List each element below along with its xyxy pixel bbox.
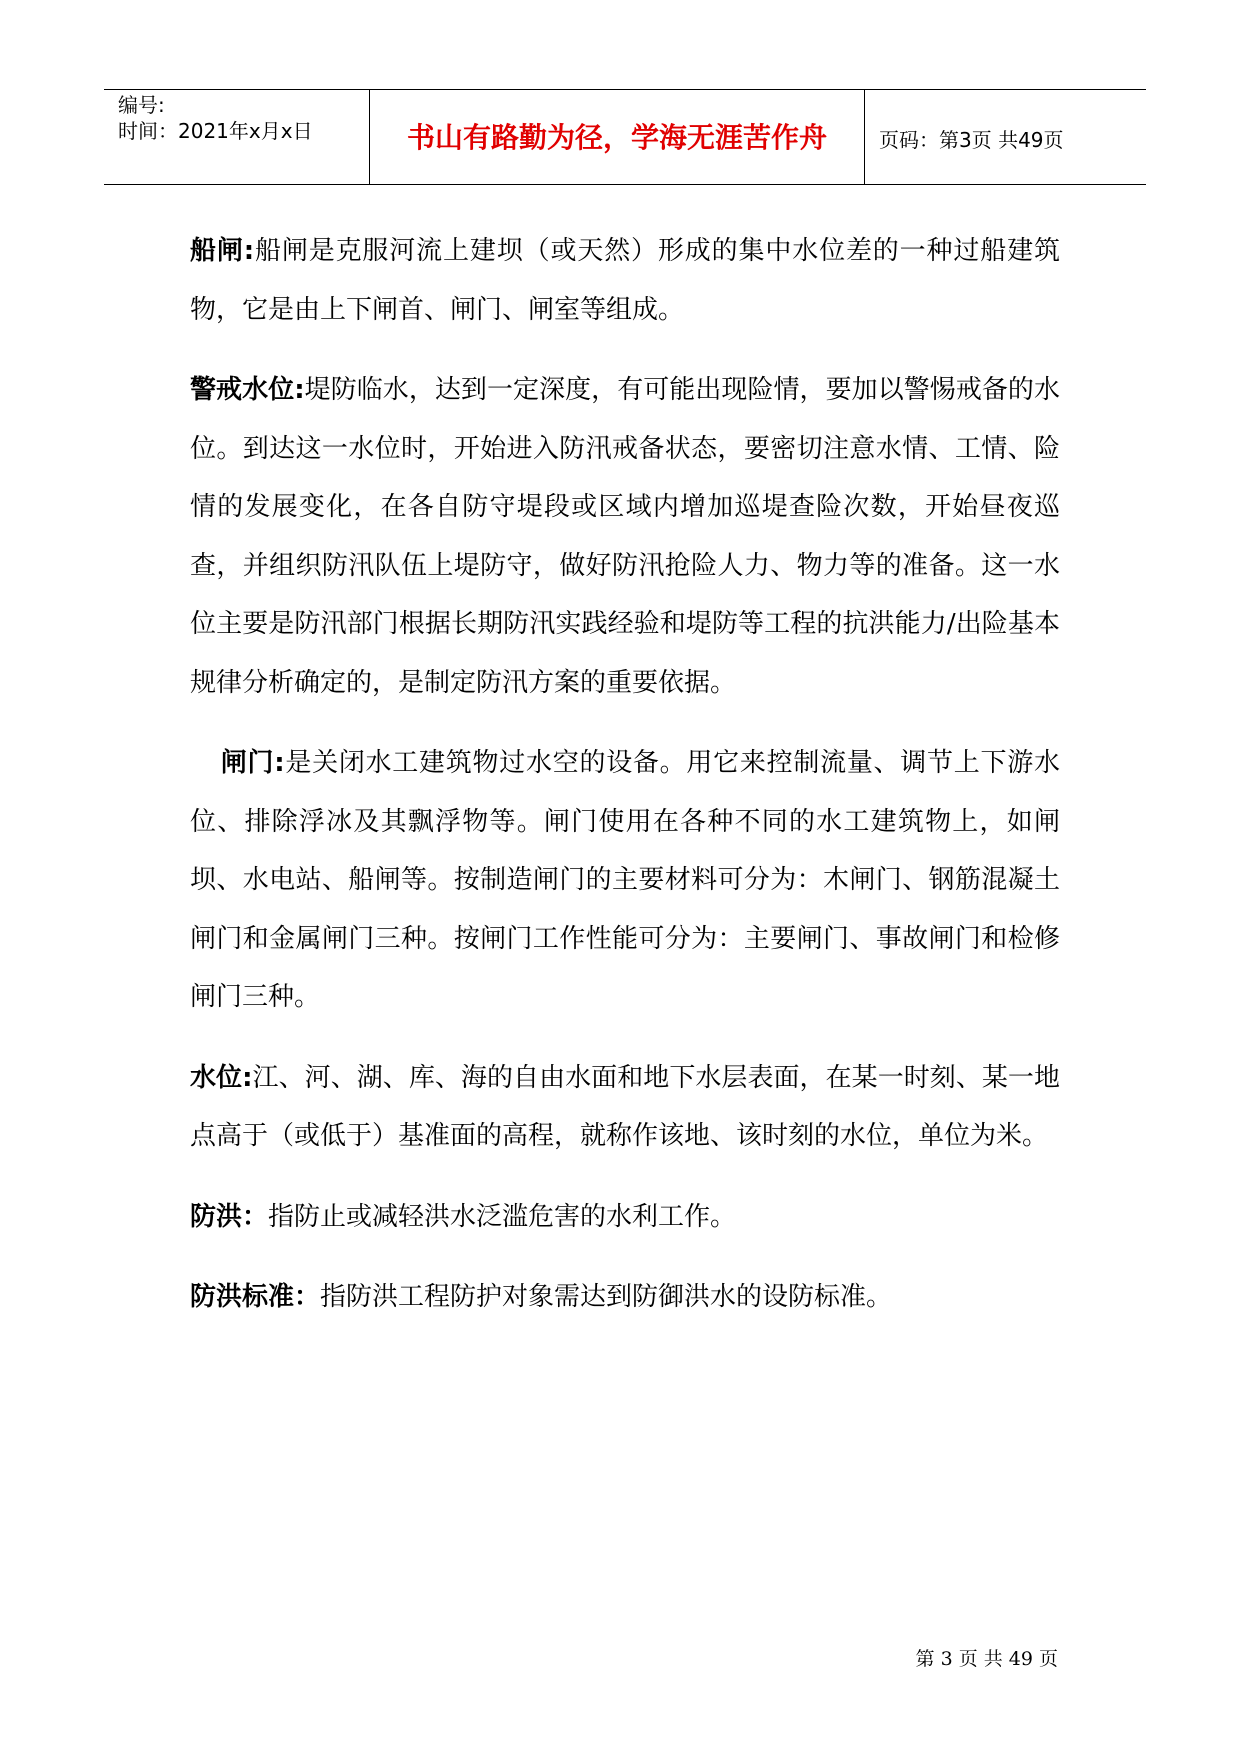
- entry-text: 是关闭水工建筑物过水空的设备。用它来控制流量、调节上下游水位、排除浮冰及其飘浮物等。闸门使用在各种不同的水工建筑物上，如闸坝、水电站、船闸等。按制造闸门的主要材料可分为：木闸门、钢筋混凝土闸门和金属闸门三种。按闸门工作性能可分为：主要闸门、事故闸门和检修闸门三种。: [190, 748, 1060, 1012]
- entry-text: 堤防临水，达到一定深度，有可能出现险情，要加以警惕戒备的水位。到达这一水位时，开始进入防汛戒备状态，要密切注意水情、工情、险情的发展变化，在各自防守堤段或区域内增加巡堤查险次数，开始昼夜巡查，并组织防汛队伍上堤防守，做好防汛抢险人力、物力等的准备。这一水位主要是防汛部门根据长期防汛实践经验和堤防等工程的抗洪能力/出险基本规律分析确定的，是制定防汛方案的重要依据。: [190, 375, 1060, 698]
- header-motto: 书山有路勤为径，学海无涯苦作舟: [406, 121, 827, 154]
- glossary-entry-gate: [190, 734, 1060, 1027]
- entry-text: 船闸是克服河流上建坝（或天然）形成的集中水位差的一种过船建筑物，它是由上下闸首、闸门、闸室等组成。: [190, 236, 1060, 325]
- entry-term: 水位:: [190, 1062, 253, 1093]
- entry-term: 警戒水位:: [190, 375, 305, 405]
- header-right-cell: [865, 90, 1146, 184]
- entry-term: 防洪标准：: [190, 1282, 321, 1312]
- glossary-entry-ship-lock: [190, 222, 1060, 339]
- page-footer: 第 3 页 共 49 页: [915, 1648, 1058, 1670]
- header-page-info: 页码：第3页 共49页: [879, 128, 1064, 152]
- glossary-entry-flood-standard: [190, 1268, 1060, 1327]
- entry-term: 闸门:: [220, 748, 285, 778]
- entry-text: 指防洪工程防护对象需达到防御洪水的设防标准。: [320, 1282, 893, 1312]
- entry-text: 指防止或减轻洪水泛滥危害的水利工作。: [268, 1201, 737, 1232]
- glossary-entry-water-level: [190, 1049, 1060, 1166]
- header-left-cell: [104, 90, 370, 184]
- header-center-cell: [370, 90, 865, 184]
- document-number-label: 编号:: [118, 93, 165, 117]
- glossary-entry-warning-level: [190, 361, 1060, 712]
- glossary-entry-flood-control: [190, 1188, 1060, 1247]
- entry-term: 船闸:: [190, 236, 255, 266]
- document-body: [190, 222, 1060, 1327]
- entry-text: 江、河、湖、库、海的自由水面和地下水层表面，在某一时刻、某一地点高于（或低于）基准面的高程，就称作该地、该时刻的水位，单位为米。: [190, 1062, 1060, 1151]
- document-time-label: 时间：2021年x月x日: [118, 119, 313, 143]
- entry-term: 防洪：: [190, 1201, 269, 1232]
- page-header: [104, 89, 1146, 185]
